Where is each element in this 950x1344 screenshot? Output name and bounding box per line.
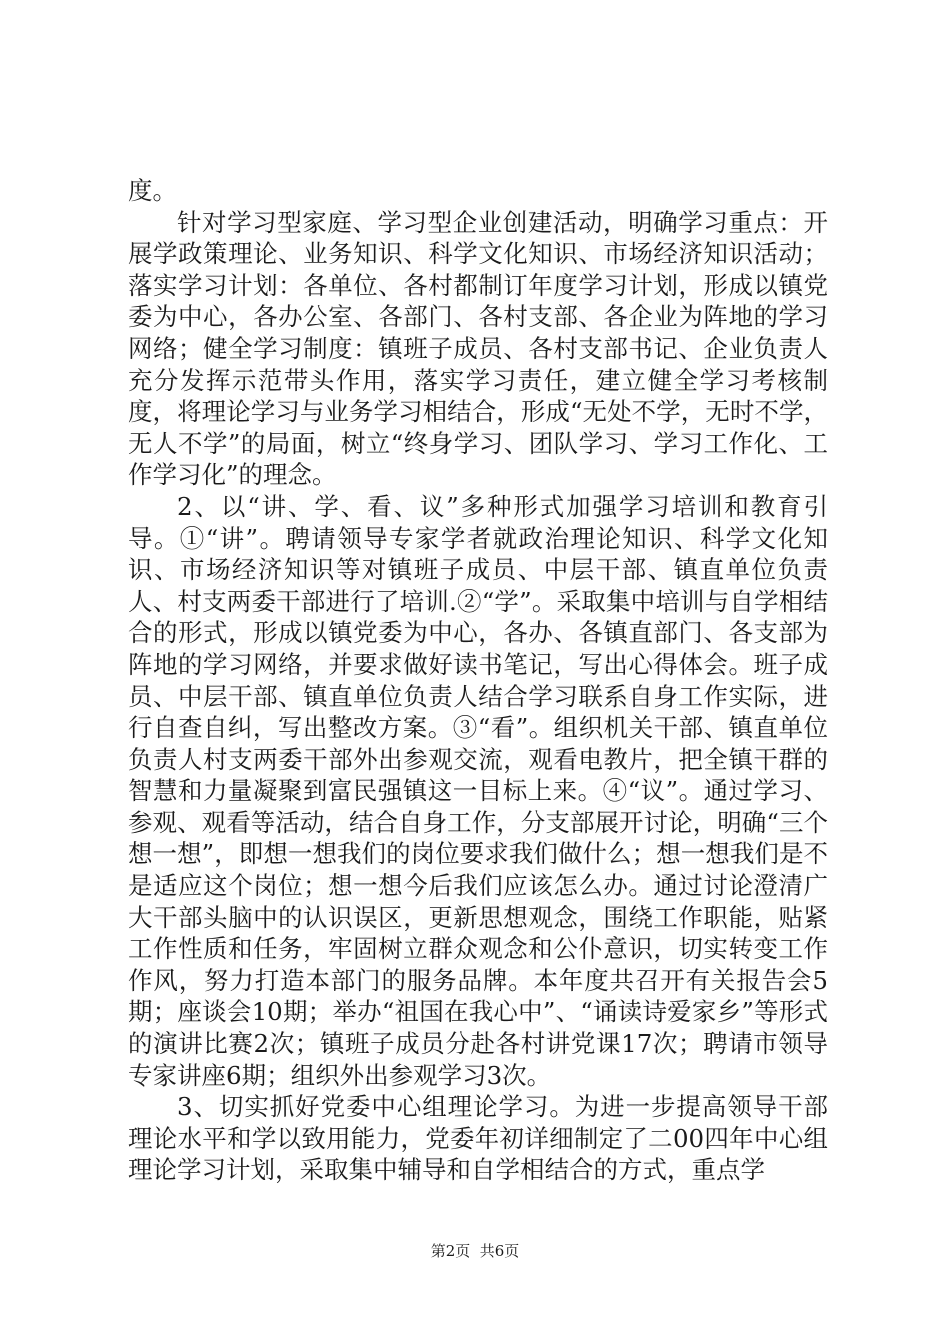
page-number-footer: 第2页 共6页 (430, 1242, 520, 1260)
paragraph-training-forms: 2、以“讲、学、看、议”多种形式加强学习培训和教育引导。①“讲”。聘请领导专家学者就政治理论知识、科学文化知识、市场经济知识等对镇班子成员、中层干部、镇直单位负责人、村支两委干部进行了培训.②“学”。采取集中培训与自学相结合的形式，形成以镇党委为中心，各办、各镇直部门、各支部为阵地的学习网络，并要求做好读书笔记，写出心得体会。班子成员、中层干部、镇直单位负责人结合学习联系自身工作实际，进行自查自纠，写出整改方案。③“看”。组织机关干部、镇直单位负责人村支两委干部外出参观交流，观看电教片，把全镇干群的智慧和力量凝聚到富民强镇这一目标上来。④“议”。通过学习、参观、观看等活动，结合自身工作，分支部展开讨论，明确“三个想一想”，即想一想我们的岗位要求我们做什么；想一想我们是不是适应这个岗位；想一想今后我们应该怎么办。通过讨论澄清广大干部头脑中的认识误区，更新思想观念，围绕工作职能，贴紧工作性质和任务，牢固树立群众观念和公仆意识，切实转变工作作风，努力打造本部门的服务品牌。本年度共召开有关报告会5期；座谈会10期；举办“祖国在我心中”、“诵读诗爱家乡”等形式的演讲比赛2次；镇班子成员分赴各村讲党课17次；聘请市领导专家讲座6期；组织外出参观学习3次。 (128, 491, 828, 1090)
paragraph-learning-focus: 针对学习型家庭、学习型企业创建活动，明确学习重点：开展学政策理论、业务知识、科学文化知识、市场经济知识活动；落实学习计划：各单位、各村都制订年度学习计划，形成以镇党委为中心，各办公室、各部门、各村支部、各企业为阵地的学习网络；健全学习制度：镇班子成员、各村支部书记、企业负责人充分发挥示范带头作用，落实学习责任，建立健全学习考核制度，将理论学习与业务学习相结合，形成“无处不学，无时不学，无人不学”的局面，树立“终身学习、团队学习、学习工作化、工作学习化”的理念。 (128, 207, 828, 490)
paragraph-central-group-study: 3、切实抓好党委中心组理论学习。为进一步提高领导干部理论水平和学以致用能力，党委年初详细制定了二00四年中心组理论学习计划，采取集中辅导和自学相结合的方式，重点学 (128, 1092, 828, 1185)
paragraph-continuation: 度。 (128, 176, 177, 205)
document-body (128, 175, 828, 1186)
